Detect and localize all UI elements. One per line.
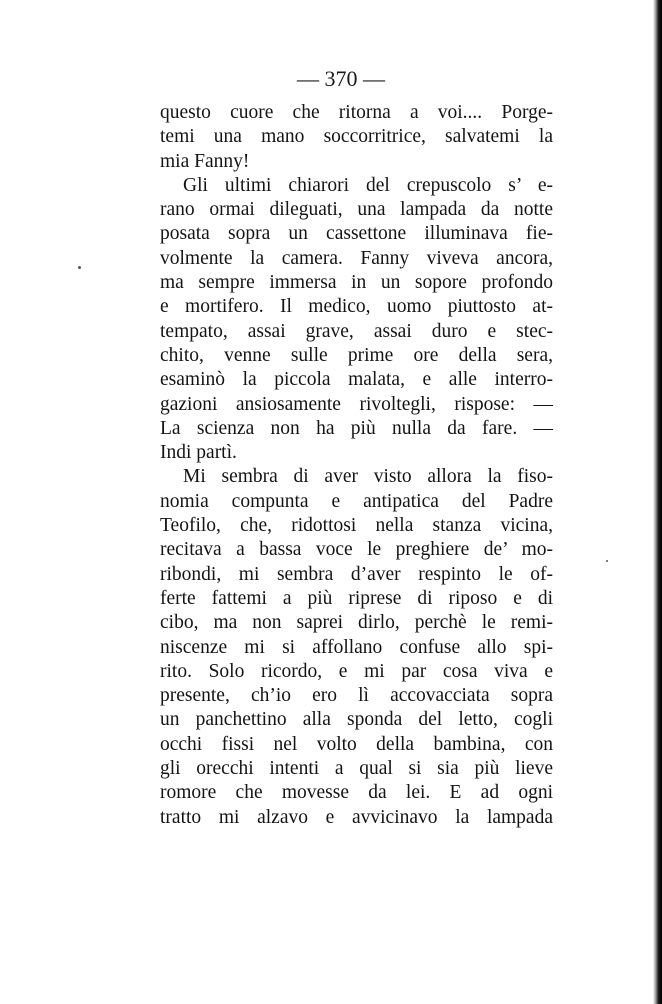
paper-speck: [606, 560, 608, 562]
text-line: ribondi, mi sembra d’aver respinto le of-: [160, 563, 553, 585]
page-edge-shadow: [653, 0, 662, 1004]
text-line: rito. Solo ricordo, e mi par cosa viva e: [160, 660, 553, 682]
text-line: ma sempre immersa in un sopore profondo: [160, 272, 553, 294]
text-line: romore che movesse da lei. E ad ogni: [160, 782, 553, 804]
text-line: tempato, assai grave, assai duro e stec-: [160, 320, 553, 342]
text-line: gazioni ansiosamente rivoltegli, rispose: —: [160, 393, 553, 415]
text-line: chito, venne sulle prime ore della sera,: [160, 344, 553, 366]
text-line: nomia compunta e antipatica del Padre: [160, 490, 553, 512]
text-line: Gli ultimi chiarori del crepuscolo s’ e-: [183, 174, 553, 196]
text-line: Mi sembra di aver visto allora la fiso-: [183, 466, 553, 488]
text-line: esaminò la piccola malata, e alle interro-: [160, 369, 553, 391]
text-line: ferte fattemi a più riprese di riposo e di: [160, 587, 553, 609]
text-line: occhi fissi nel volto della bambina, con: [160, 733, 553, 755]
text-line: La scienza non ha più nulla da fare. —: [160, 417, 553, 439]
text-line: mia Fanny!: [160, 150, 250, 172]
text-line: rano ormai dileguati, una lampada da notte: [160, 199, 553, 221]
text-line: questo cuore che ritorna a voi.... Porge-: [160, 102, 553, 123]
text-line: un panchettino alla sponda del letto, cogli: [160, 709, 553, 731]
text-line: cibo, ma non saprei dirlo, perchè le remi-: [160, 612, 553, 634]
text-line: gli orecchi intenti a qual si sia più lieve: [160, 758, 553, 780]
text-line: recitava a bassa voce le preghiere de’ mo-: [160, 539, 553, 561]
text-line: niscenze mi si affollano confuse allo spi-: [160, 636, 553, 658]
text-line: temi una mano soccorritrice, salvatemi la: [160, 126, 553, 148]
text-line: e mortifero. Il medico, uomo piuttosto at-: [160, 296, 553, 318]
page-number: — 370 —: [297, 66, 385, 91]
text-line: volmente la camera. Fanny viveva ancora,: [160, 247, 553, 269]
text-line: presente, ch’io ero lì accovacciata sopra: [160, 685, 553, 707]
text-line: posata sopra un cassettone illuminava fie-: [160, 223, 553, 245]
paper-speck: [78, 266, 81, 269]
body-text: [160, 101, 553, 830]
text-line: tratto mi alzavo e avvicinavo la lampada: [160, 806, 553, 828]
text-line: Indi partì.: [160, 442, 237, 464]
text-line: Teofilo, che, ridottosi nella stanza vicina,: [160, 515, 553, 537]
